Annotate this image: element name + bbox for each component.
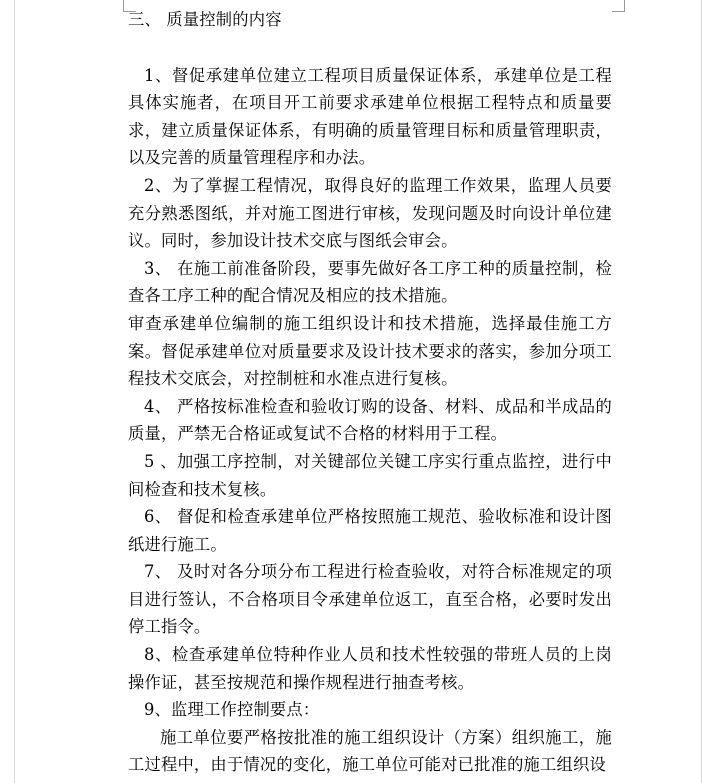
paragraph-3-continued: 审查承建单位编制的施工组织设计和技术措施，选择最佳施工方案。督促承建单位对质量要求及设计技术要求的落实，参加分项工程技术交底会，对控制桩和水准点进行复核。	[128, 313, 612, 389]
paragraph-4: 4、 严格按标准检查和验收订购的设备、材料、成品和半成品的质量，严禁无合格证或复试不合格的材料用于工程。	[128, 396, 612, 444]
margin-corner-mark-right	[612, 0, 625, 12]
paragraph-1: 1、督促承建单位建立工程项目质量保证体系，承建单位是工程具体实施者，在项目开工前要求承建单位根据工程特点和质量要求，建立质量保证体系，有明确的质量管理目标和质量管理职责，以及完善的质量管理程序和办法。	[128, 65, 612, 168]
paragraph-6: 6、 督促和检查承建单位严格按照施工规范、验收标准和设计图纸进行施工。	[128, 507, 612, 554]
paragraph-8: 8、检查承建单位特种作业人员和技术性较强的带班人员的上岗操作证，甚至按规范和操作规程进行抽查考核。	[128, 645, 612, 692]
paragraph-9-body: 施工单位要严格按批准的施工组织设计（方案）组织施工，施工过程中，由于情况的变化，施工单位可能对已批准的施工组织设	[128, 727, 612, 775]
paragraph-3: 3、 在施工前准备阶段，要事先做好各工序工种的质量控制，检查各工序工种的配合情况及相应的技术措施。	[128, 258, 612, 306]
section-heading: 三、 质量控制的内容	[128, 10, 282, 29]
document-body[interactable]	[128, 6, 612, 779]
paragraph-9: 9、监理工作控制要点：	[144, 700, 320, 720]
paragraph-7: 7、 及时对各分项分布工程进行检查验收，对符合标准规定的项目进行签认，不合格项目令承建单位返工，直至合格，必要时发出停工指令。	[128, 562, 612, 637]
paragraph-2: 2、为了掌握工程情况，取得良好的监理工作效果，监理人员要充分熟悉图纸，并对施工图进行审核，发现问题及时向设计单位建议。同时，参加设计技术交底与图纸会审会。	[128, 175, 612, 251]
paragraph-5: 5 、加强工序控制，对关键部位关键工序实行重点监控，进行中间检查和技术复核。	[128, 451, 612, 499]
